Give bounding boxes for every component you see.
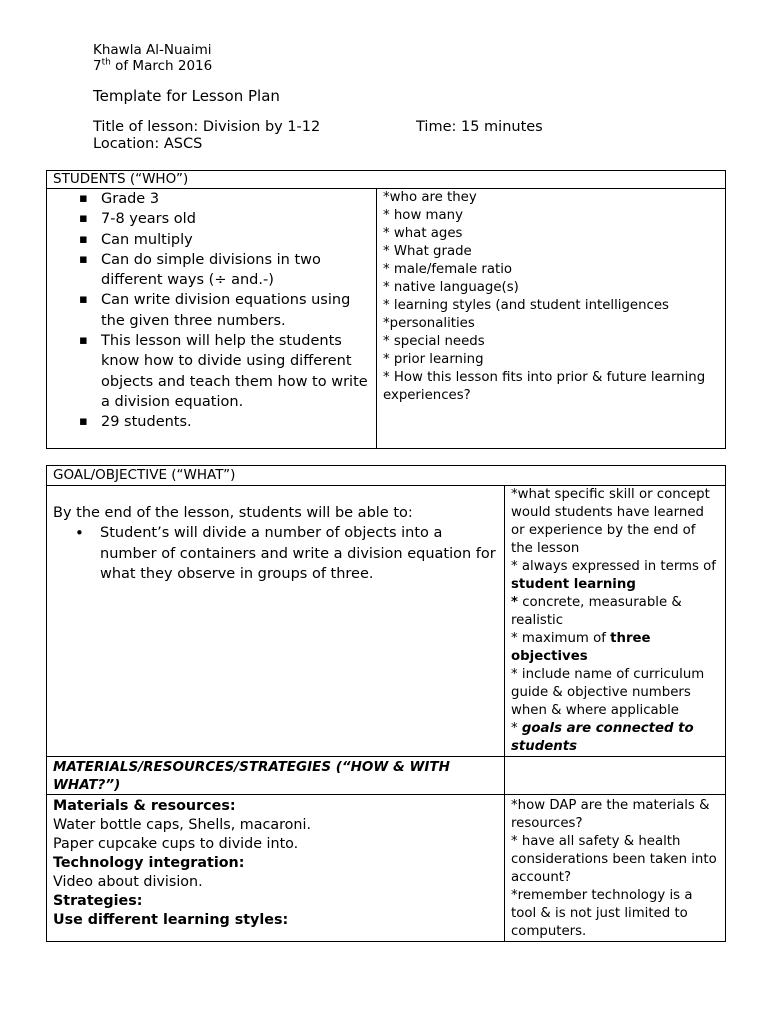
- students-list-item: ▪ 29 students.: [53, 412, 370, 432]
- goal-objectives-list: [53, 523, 498, 585]
- students-list-item: ▪ 7-8 years old: [53, 209, 370, 229]
- materials-guide-item: * have all safety & health considerations been taken into account?: [511, 834, 717, 885]
- students-guide-item: * What grade: [383, 244, 472, 259]
- students-guide-item: * what ages: [383, 226, 463, 241]
- students-guide-item: * special needs: [383, 334, 485, 349]
- goal-lead-text: By the end of the lesson, students will be able to:: [53, 505, 413, 521]
- strategies-label: Strategies:: [53, 893, 143, 909]
- learning-styles-label: Use different learning styles:: [53, 912, 289, 928]
- technology-integration-label: Technology integration:: [53, 855, 245, 871]
- goal-guide-item: * goals are connected to students: [511, 721, 694, 754]
- students-table: [46, 170, 726, 449]
- students-guide-cell: [377, 189, 726, 449]
- technology-integration-line: Video about division.: [53, 874, 203, 890]
- document-date: 7th of March 2016: [93, 57, 213, 74]
- goal-guide-item: *what specific skill or concept would students have learned or experience by the end of the lesson: [511, 487, 710, 556]
- lesson-title: Title of lesson: Division by 1-12: [93, 119, 321, 135]
- materials-guide-item: *how DAP are the materials & resources?: [511, 798, 710, 831]
- materials-guide-item: *remember technology is a tool & is not just limited to computers.: [511, 888, 693, 939]
- goal-heading: GOAL/OBJECTIVE (“WHAT”): [47, 466, 726, 486]
- materials-guide-cell: [505, 795, 726, 942]
- goal-objective-item: • Student’s will divide a number of objects into a number of containers and write a division equation for what they observe in groups of three.: [53, 523, 498, 585]
- students-list-item: ▪ Can multiply: [53, 230, 370, 250]
- students-guide-item: * native language(s): [383, 280, 519, 295]
- materials-resources-label: Materials & resources:: [53, 798, 236, 814]
- goal-materials-table: [46, 465, 726, 942]
- materials-heading-empty-cell: [505, 757, 726, 795]
- document-title: Template for Lesson Plan: [93, 87, 280, 105]
- students-guide-item: * How this lesson fits into prior & future learning experiences?: [383, 370, 706, 403]
- materials-resource-line: Water bottle caps, Shells, macaroni.: [53, 817, 311, 833]
- students-list-item: ▪ Grade 3: [53, 189, 370, 209]
- students-info-cell: [47, 189, 377, 449]
- students-list-item: ▪ Can do simple divisions in two different ways (÷ and.-): [53, 250, 370, 291]
- students-list: [53, 189, 370, 433]
- students-guide-item: * prior learning: [383, 352, 484, 367]
- lesson-location: Location: ASCS: [93, 136, 203, 152]
- students-guide-item: *personalities: [383, 316, 475, 331]
- materials-resource-line: Paper cupcake cups to divide into.: [53, 836, 299, 852]
- students-guide-item: * learning styles (and student intelligences: [383, 298, 669, 313]
- students-guide-item: * how many: [383, 208, 463, 223]
- students-list-item: ▪ This lesson will help the students know how to divide using different objects and teach them how to write a division equation.: [53, 331, 370, 412]
- goal-guide-item: * concrete, measurable & realistic: [511, 595, 682, 628]
- goal-guide-item: * include name of curriculum guide & objective numbers when & where applicable: [511, 667, 705, 718]
- students-list-item: ▪ Can write division equations using the given three numbers.: [53, 290, 370, 331]
- goal-guide-item: * maximum of three objectives: [511, 631, 651, 664]
- students-heading: STUDENTS (“WHO”): [47, 171, 726, 189]
- students-guide-item: *who are they: [383, 190, 477, 205]
- goal-guide-item: * always expressed in terms of student learning: [511, 559, 716, 592]
- lesson-time: Time: 15 minutes: [416, 119, 543, 135]
- goal-content-cell: [47, 486, 505, 757]
- students-guide-item: * male/female ratio: [383, 262, 513, 277]
- author-name: Khawla Al-Nuaimi: [93, 42, 212, 58]
- materials-content-cell: [47, 795, 505, 942]
- materials-heading: MATERIALS/RESOURCES/STRATEGIES (“HOW & WITH WHAT?”): [47, 757, 505, 795]
- goal-guide-cell: [505, 486, 726, 757]
